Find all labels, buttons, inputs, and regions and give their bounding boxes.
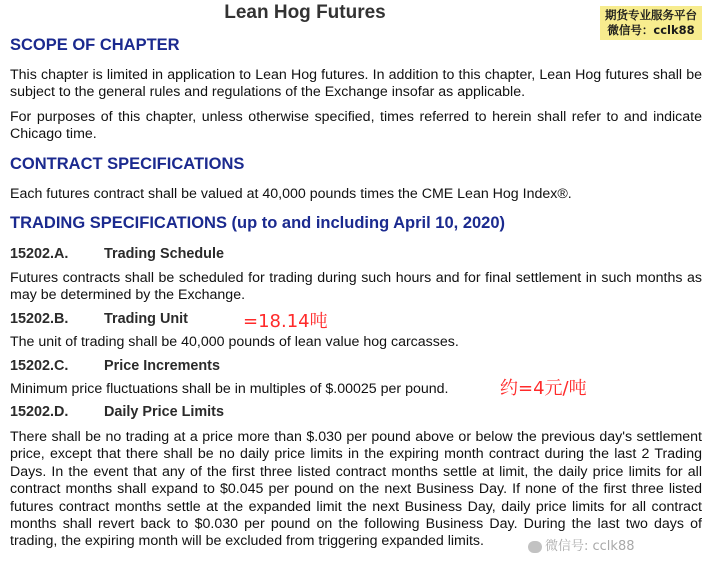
watermark-badge: [600, 6, 702, 40]
section-trading-unit: [10, 311, 188, 327]
scope-heading: SCOPE OF CHAPTER: [10, 36, 180, 54]
price-increments-text: Minimum price fluctuations shall be in multiples of $.00025 per pound.: [10, 381, 449, 397]
section-number: 15202.D.: [10, 404, 69, 420]
section-daily-price-limits: [10, 404, 224, 420]
scope-paragraph-2: For purposes of this chapter, unless otherwise specified, times referred to herein shall refer to and indicate Chicago time.: [10, 109, 702, 143]
watermark-line2: 微信号：cclk88: [607, 23, 695, 37]
wechat-icon: [528, 541, 542, 553]
contract-paragraph: Each futures contract shall be valued at 40,000 pounds times the CME Lean Hog Index®.: [10, 186, 572, 202]
section-title: Daily Price Limits: [104, 404, 224, 420]
section-price-increments: [10, 358, 220, 374]
section-title: Price Increments: [104, 358, 220, 374]
bottom-watermark: [528, 535, 635, 554]
section-number: 15202.B.: [10, 311, 69, 327]
section-number: 15202.C.: [10, 358, 69, 374]
annotation-price-per-ton: 约=4元/吨: [500, 378, 587, 399]
daily-price-limits-text: There shall be no trading at a price more than $.030 per pound above or below the previous day's settlement price, except that there shall be no daily price limits in the expiring month contract during the last 2 Trading Days. In the event that any of the first three listed contract months settle at limit, the daily price limits for all contract months shall expand to $0.045 per pound on the next Business Day. If none of the first three listed futures contract months settle at the expanded limit the next Business Day, daily price limits for all contract months shall revert back to $0.030 per pound on the following Business Day. During the last two days of trading, the expiring month will be excluded from triggering expanded limits.: [10, 429, 702, 550]
contract-heading: CONTRACT SPECIFICATIONS: [10, 155, 245, 173]
trading-schedule-text: Futures contracts shall be scheduled for trading during such hours and for final settlement in such months as may be determined by the Exchange.: [10, 270, 702, 304]
section-title: Trading Unit: [104, 311, 188, 327]
trading-unit-text: The unit of trading shall be 40,000 pounds of lean value hog carcasses.: [10, 334, 459, 350]
bottom-watermark-text: 微信号: cclk88: [545, 539, 635, 554]
section-title: Trading Schedule: [104, 246, 224, 262]
trading-heading: TRADING SPECIFICATIONS (up to and including April 10, 2020): [10, 214, 506, 232]
watermark-line1: 期货专业服务平台: [605, 8, 697, 22]
section-trading-schedule: [10, 246, 224, 262]
annotation-tonnage: =18.14吨: [243, 311, 328, 332]
section-number: 15202.A.: [10, 246, 69, 262]
page-title: Lean Hog Futures: [224, 2, 386, 23]
scope-paragraph-1: This chapter is limited in application to Lean Hog futures. In addition to this chapter, Lean Hog futures shall be subject to the general rules and regulations of the Exchange insofar as applicable.: [10, 67, 702, 101]
